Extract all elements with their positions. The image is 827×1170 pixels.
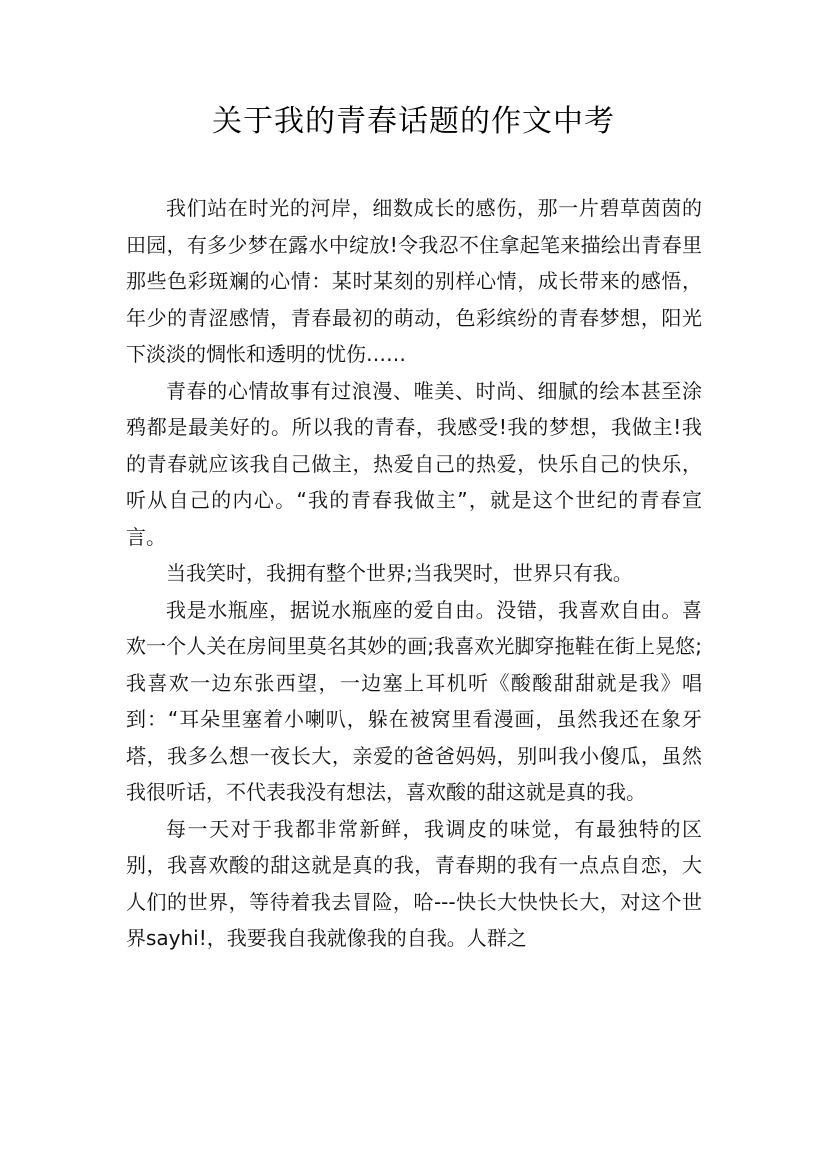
paragraph-2: 青春的心情故事有过浪漫、唯美、时尚、细腻的绘本甚至涂鸦都是最美好的。所以我的青春，我感受!我的梦想，我做主!我的青春就应该我自己做主，热爱自己的热爱，快乐自己的快乐，听从自己的内心。“我的青春我做主”，就是这个世纪的青春宣言。 — [126, 378, 702, 549]
paragraph-3: 当我笑时，我拥有整个世界;当我哭时，世界只有我。 — [166, 561, 633, 585]
paragraph-5: 每一天对于我都非常新鲜，我调皮的味觉，有最独特的区别，我喜欢酸的甜这就是真的我，青春期的我有一点点自恋，大人们的世界，等待着我去冒险，哈---快长大快快长大，对这个世界sayhi!，我要我自我就像我的自我。人群之 — [126, 816, 702, 950]
paragraph-1: 我们站在时光的河岸，细数成长的感伤，那一片碧草茵茵的田园，有多少梦在露水中绽放!令我忍不住拿起笔来描绘出青春里那些色彩斑斓的心情：某时某刻的别样心情，成长带来的感悟，年少的青涩感情，青春最初的萌动，色彩缤纷的青春梦想，阳光下淡淡的惆怅和透明的忧伤…… — [126, 196, 702, 366]
document-body — [126, 190, 702, 957]
paragraph-4: 我是水瓶座，据说水瓶座的爱自由。没错，我喜欢自由。喜欢一个人关在房间里莫名其妙的画;我喜欢光脚穿拖鞋在街上晃悠;我喜欢一边东张西望，一边塞上耳机听《酸酸甜甜就是我》唱到：“耳朵里塞着小喇叭，躲在被窝里看漫画，虽然我还在象牙塔，我多么想一夜长大，亲爱的爸爸妈妈，别叫我小傻瓜，虽然我很听话，不代表我没有想法，喜欢酸的甜这就是真的我。 — [126, 597, 702, 804]
document-title: 关于我的青春话题的作文中考 — [212, 104, 615, 139]
